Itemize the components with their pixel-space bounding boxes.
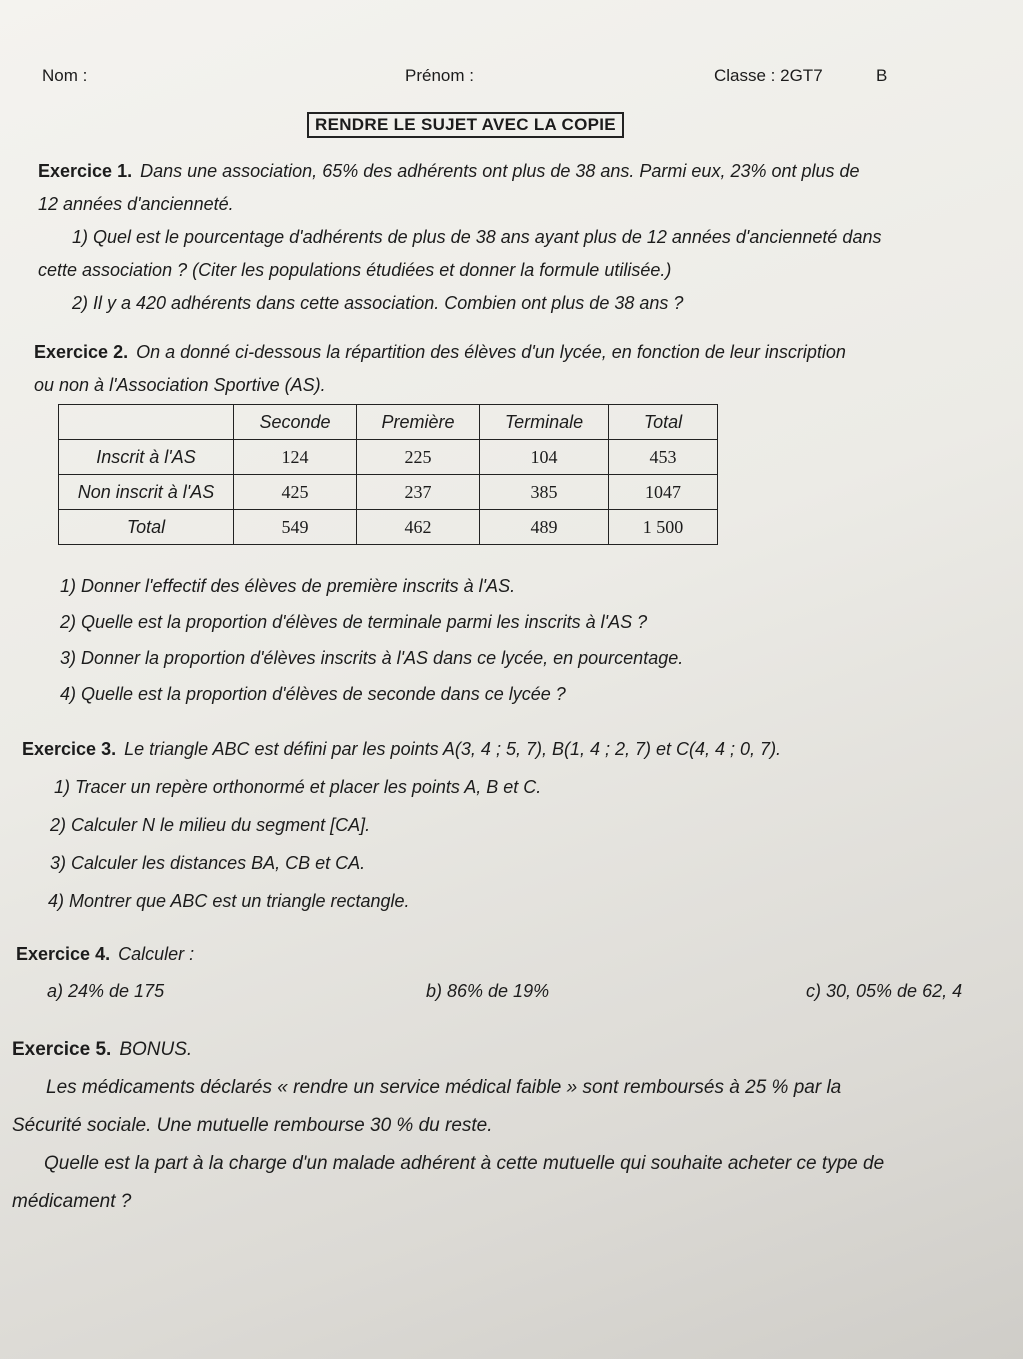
- table-cell: 489: [480, 510, 609, 545]
- table-header-cell: Total: [609, 405, 718, 440]
- exercise-3-q3: 3) Calculer les distances BA, CB et CA.: [50, 853, 366, 873]
- exercise-4-item-c: c) 30, 05% de 62, 4: [806, 981, 963, 1001]
- table-header-cell: Première: [357, 405, 480, 440]
- exercise-3-title: Exercice 3.: [22, 739, 117, 759]
- exercise-5-p2-a: Quelle est la part à la charge d'un malade adhérent à cette mutuelle qui souhaite acheter ce type de: [44, 1153, 885, 1174]
- exercise-2-q3: 3) Donner la proportion d'élèves inscrits à l'AS dans ce lycée, en pourcentage.: [60, 648, 684, 668]
- exercise-5-intro: BONUS.: [119, 1039, 193, 1060]
- exercise-1-q1-b: cette association ? (Citer les populations étudiées et donner la formule utilisée.): [38, 260, 672, 280]
- table-row-label: Inscrit à l'AS: [59, 440, 234, 475]
- exercise-1-title: Exercice 1.: [38, 161, 133, 181]
- as-table: [58, 404, 718, 545]
- exercise-5: [12, 1031, 992, 1221]
- table-row-label: Total: [59, 510, 234, 545]
- exercise-4-items: [0, 975, 1023, 1009]
- table-cell: 425: [234, 475, 357, 510]
- exercise-2-title: Exercice 2.: [34, 342, 129, 362]
- table-cell: 385: [480, 475, 609, 510]
- exercise-2: [34, 336, 944, 402]
- exercise-4-item-b: b) 86% de 19%: [426, 981, 550, 1001]
- table-cell: 1047: [609, 475, 718, 510]
- table-row: [59, 510, 718, 545]
- table-header-row: [59, 405, 718, 440]
- table-cell: 124: [234, 440, 357, 475]
- exercise-3-q2: 2) Calculer N le milieu du segment [CA].: [50, 815, 371, 835]
- exercise-5-title: Exercice 5.: [12, 1039, 112, 1060]
- table-cell: 237: [357, 475, 480, 510]
- exercise-4-item-a: a) 24% de 175: [47, 981, 165, 1001]
- exercise-1-q2: 2) Il y a 420 adhérents dans cette association. Combien ont plus de 38 ans ?: [72, 293, 684, 313]
- exercise-1-intro-b: 12 années d'ancienneté.: [38, 194, 234, 214]
- exercise-5-p1-a: Les médicaments déclarés « rendre un service médical faible » sont remboursés à 25 % par la: [46, 1077, 842, 1098]
- exercise-2-intro-b: ou non à l'Association Sportive (AS).: [34, 375, 326, 395]
- exercise-4-intro: Calculer :: [118, 944, 195, 964]
- table-header-cell: Seconde: [234, 405, 357, 440]
- exercise-3-q4: 4) Montrer que ABC est un triangle rectangle.: [48, 891, 410, 911]
- classe-label: Classe : 2GT7: [714, 66, 823, 85]
- exercise-2-questions: [60, 568, 940, 712]
- exercise-4-title: Exercice 4.: [16, 944, 111, 964]
- exercise-3-q1: 1) Tracer un repère orthonormé et placer les points A, B et C.: [54, 777, 542, 797]
- exercise-2-q4: 4) Quelle est la proportion d'élèves de seconde dans ce lycée ?: [60, 684, 566, 704]
- exercise-3: [22, 730, 942, 920]
- table-row-label: Non inscrit à l'AS: [59, 475, 234, 510]
- prenom-label: Prénom :: [405, 66, 474, 85]
- table-cell: 453: [609, 440, 718, 475]
- return-subject-banner: RENDRE LE SUJET AVEC LA COPIE: [307, 112, 624, 138]
- table-row: [59, 440, 718, 475]
- table-header-cell: [59, 405, 234, 440]
- table-row: [59, 475, 718, 510]
- sujet-letter: B: [876, 66, 888, 85]
- table-cell: 1 500: [609, 510, 718, 545]
- exercise-2-intro-a: On a donné ci-dessous la répartition des élèves d'un lycée, en fonction de leur inscription: [136, 342, 846, 362]
- exercise-1: [38, 155, 938, 320]
- exercise-3-intro: Le triangle ABC est défini par les points A(3, 4 ; 5, 7), B(1, 4 ; 2, 7) et C(4, 4 ; 0, 7).: [124, 739, 782, 759]
- exercise-5-p1-b: Sécurité sociale. Une mutuelle rembourse 30 % du reste.: [12, 1115, 493, 1136]
- table-cell: 104: [480, 440, 609, 475]
- exercise-1-intro-a: Dans une association, 65% des adhérents ont plus de 38 ans. Parmi eux, 23% ont plus de: [140, 161, 860, 181]
- table-header-cell: Terminale: [480, 405, 609, 440]
- exercise-1-q1-a: 1) Quel est le pourcentage d'adhérents de plus de 38 ans ayant plus de 12 années d'ancienneté dans: [72, 227, 882, 247]
- table-cell: 462: [357, 510, 480, 545]
- exercise-2-q1: 1) Donner l'effectif des élèves de première inscrits à l'AS.: [60, 576, 516, 596]
- exercise-2-q2: 2) Quelle est la proportion d'élèves de terminale parmi les inscrits à l'AS ?: [60, 612, 648, 632]
- exercise-5-p2-b: médicament ?: [12, 1191, 132, 1212]
- exercise-4: [16, 938, 916, 971]
- table-cell: 549: [234, 510, 357, 545]
- nom-label: Nom :: [42, 66, 88, 85]
- table-cell: 225: [357, 440, 480, 475]
